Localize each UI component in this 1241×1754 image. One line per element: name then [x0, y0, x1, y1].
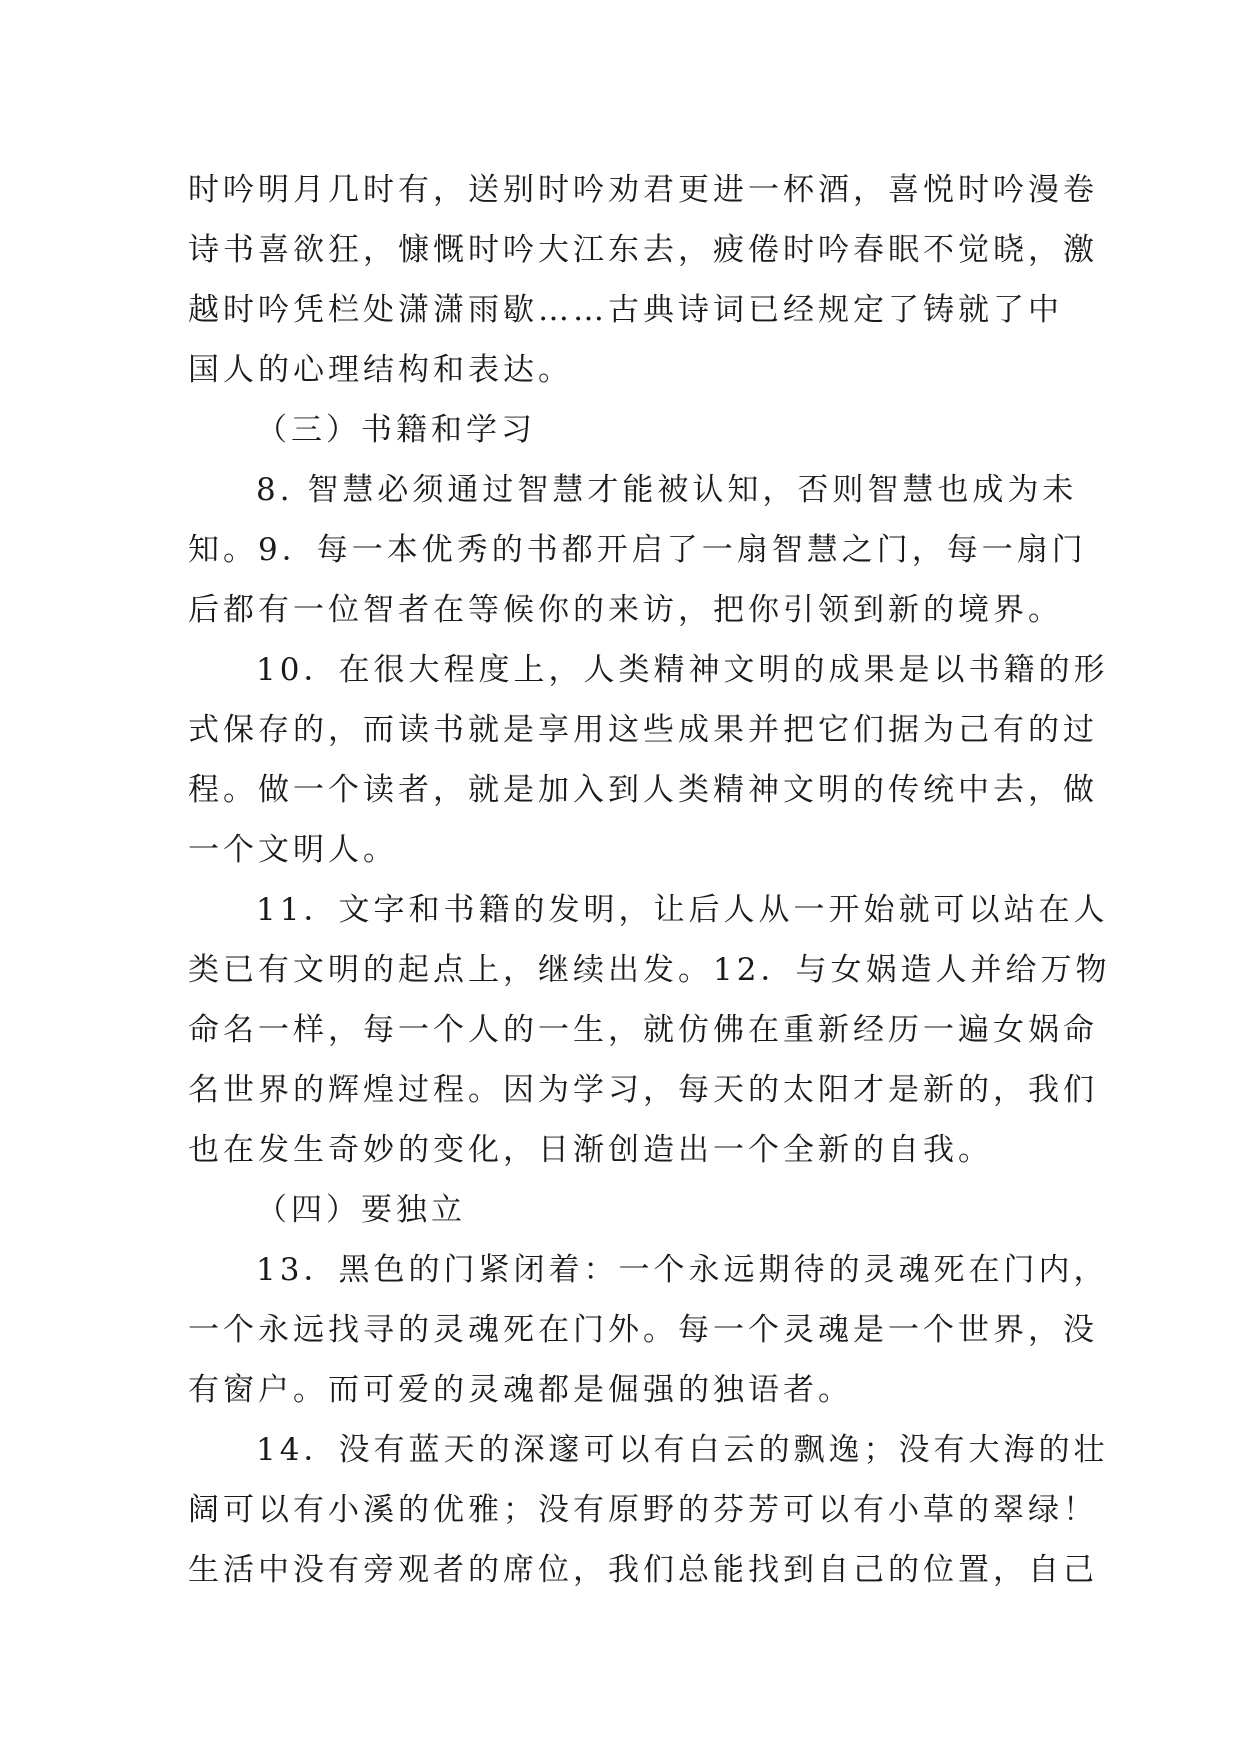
- text-line: （三）书籍和学习: [256, 412, 536, 448]
- text-line: 13．黑色的门紧闭着：一个永远期待的灵魂死在门内，: [256, 1252, 1109, 1288]
- text-line: 程。做一个读者，就是加入到人类精神文明的传统中去，做: [188, 772, 1098, 808]
- text-line: 知。9．每一本优秀的书都开启了一扇智慧之门，每一扇门: [188, 532, 1087, 568]
- text-line: 生活中没有旁观者的席位，我们总能找到自己的位置，自己: [188, 1552, 1098, 1588]
- text-line: 也在发生奇妙的变化，日渐创造出一个全新的自我。: [188, 1132, 993, 1168]
- text-line: 阔可以有小溪的优雅；没有原野的芬芳可以有小草的翠绿！: [188, 1492, 1098, 1528]
- text-line: 式保存的，而读书就是享用这些成果并把它们据为己有的过: [188, 712, 1098, 748]
- text-line: 8. 智慧必须通过智慧才能被认知，否则智慧也成为未: [256, 472, 1078, 508]
- text-line: 越时吟凭栏处潇潇雨歇……古典诗词已经规定了铸就了中: [188, 292, 1063, 328]
- text-line: 类已有文明的起点上，继续出发。12．与女娲造人并给万物: [188, 952, 1111, 988]
- document-body: [188, 160, 1111, 1600]
- text-line: 14．没有蓝天的深邃可以有白云的飘逸；没有大海的壮: [256, 1432, 1109, 1468]
- text-line: 名世界的辉煌过程。因为学习，每天的太阳才是新的，我们: [188, 1072, 1098, 1108]
- text-line: 时吟明月几时有，送别时吟劝君更进一杯酒，喜悦时吟漫卷: [188, 172, 1098, 208]
- text-line: 一个永远找寻的灵魂死在门外。每一个灵魂是一个世界，没: [188, 1312, 1098, 1348]
- text-line: 有窗户。而可爱的灵魂都是倔强的独语者。: [188, 1372, 853, 1408]
- text-line: 10．在很大程度上，人类精神文明的成果是以书籍的形: [256, 652, 1109, 688]
- text-line: （四）要独立: [256, 1192, 466, 1228]
- text-line: 11．文字和书籍的发明，让后人从一开始就可以站在人: [256, 892, 1109, 928]
- text-line: 诗书喜欲狂，慷慨时吟大江东去，疲倦时吟春眠不觉晓，激: [188, 232, 1098, 268]
- text-line: 后都有一位智者在等候你的来访，把你引领到新的境界。: [188, 592, 1063, 628]
- text-line: 国人的心理结构和表达。: [188, 352, 573, 388]
- text-line: 命名一样，每一个人的一生，就仿佛在重新经历一遍女娲命: [188, 1012, 1098, 1048]
- text-line: 一个文明人。: [188, 832, 398, 868]
